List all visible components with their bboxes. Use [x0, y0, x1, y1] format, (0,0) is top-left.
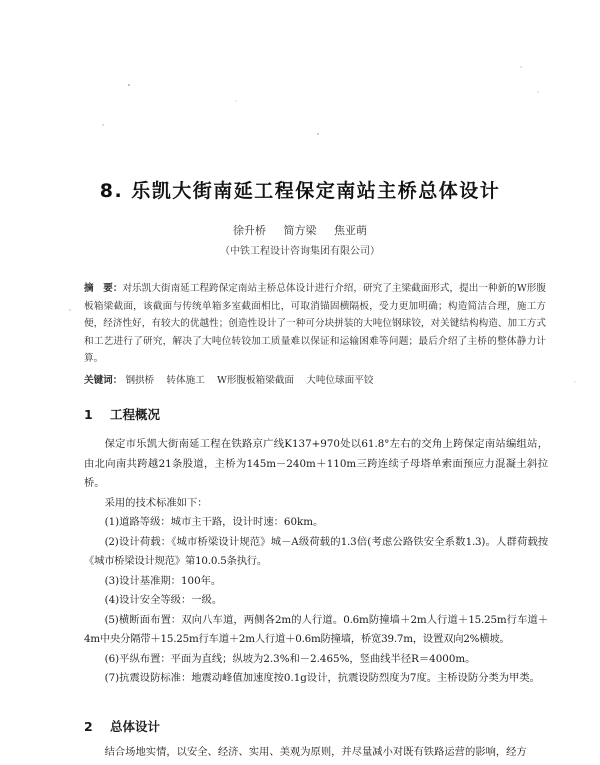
paragraph: (4)设计安全等级：一级。 [104, 594, 223, 606]
author-name: 徐升桥 [233, 224, 266, 237]
paragraph: 保定市乐凯大街南延工程在铁路京广线K137+970处以61.8°左右的交角上跨保定南站编组站，由北向南共跨越21条股道，主桥为145m－240m＋110m三跨连续子母塔单索面预应力混凝土斜拉桥。 [84, 438, 548, 489]
paragraph: 采用的技术标准如下： [104, 496, 208, 509]
keyword: W形腹板箱梁截面 [217, 375, 295, 386]
keyword: 钢拱桥 [125, 375, 155, 386]
keywords-label: 关键词： [84, 375, 123, 386]
keyword: 大吨位球面平铰 [306, 375, 374, 386]
paragraph: (1)道路等级：城市主干路，设计时速：60km。 [104, 516, 324, 528]
section-heading [84, 405, 160, 423]
section-number: 2 [84, 719, 93, 734]
paragraph: (5)横断面布置：双向八车道，两侧各2m的人行道。0.6m防撞墙＋2m人行道＋15.25m行车道＋4m中央分隔带＋15.25m行车道＋2m人行道＋0.6m防撞墙，桥宽39.7m，设置双向2%横坡。 [84, 613, 548, 645]
section-number: 1 [84, 407, 93, 422]
keyword: 转体施工 [166, 375, 205, 386]
keywords [84, 372, 546, 386]
paragraph: 结合场地实情，以安全、经济、实用、美观为原则，并尽量减小对既有铁路运营的影响，经方 [104, 746, 527, 758]
section-heading [84, 717, 160, 735]
abstract [84, 280, 546, 368]
abstract-label: 摘 要： [84, 283, 123, 294]
section-title: 总体设计 [110, 719, 161, 734]
paragraph: (3)设计基准期：100年。 [104, 574, 222, 587]
section-title: 工程概况 [110, 407, 161, 422]
author-name: 焦亚萌 [334, 224, 367, 237]
section-body [84, 435, 548, 689]
paragraph: (7)抗震设防标准：地震动峰值加速度按0.1g设计，抗震设防烈度为7度。主桥设防分类为甲类。 [104, 672, 540, 684]
author-name: 简方梁 [283, 224, 317, 237]
section-body [84, 743, 548, 763]
author-list [0, 222, 600, 238]
paper-title: 8. 乐凯大街南延工程保定南站主桥总体设计 [99, 180, 501, 202]
affiliation: （中铁工程设计咨询集团有限公司） [220, 246, 380, 257]
paragraph: (2)设计荷载：《城市桥梁设计规范》城－A级荷载的1.3倍(考虑公路铁安全系数1.3)。人群荷载按《城市桥梁设计规范》第10.0.5条执行。 [84, 535, 548, 567]
abstract-text: 对乐凯大街南延工程跨保定南站主桥总体设计进行介绍，研究了主梁截面形式，提出一种新的W形腹板箱梁截面，该截面与传统单箱多室截面相比，可取消锚固横隔板，受力更加明确；构造简洁合理，施工方便，经济性好，有较大的优越性；创造性设计了一种可分块拼装的大吨位钢球铰，对关键结构构造、加工方式和工艺进行了研究，解决了大吨位转铰加工质量难以保证和运输困难等问题；最后介绍了主桥的整体静力计算。 [84, 283, 546, 365]
paragraph: (6)平纵布置：平面为直线；纵坡为2.3%和－2.465%，竖曲线半径R＝4000m。 [104, 652, 476, 665]
